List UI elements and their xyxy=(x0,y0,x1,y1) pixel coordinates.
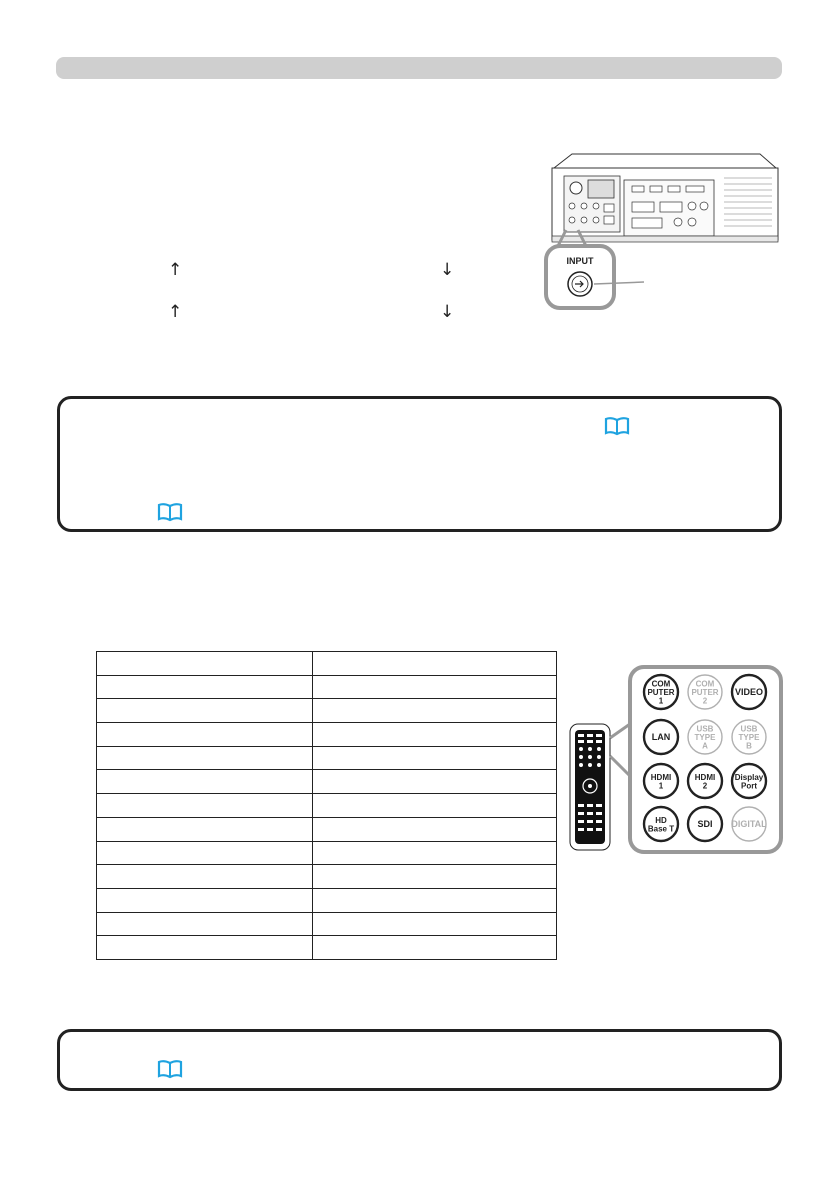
remote-button-label: 1 xyxy=(658,781,664,791)
remote-input-button[interactable] xyxy=(688,720,722,754)
remote-input-button[interactable] xyxy=(732,764,766,798)
table-cell-value xyxy=(313,865,557,889)
remote-button-label: LAN xyxy=(651,732,671,742)
table-cell-input xyxy=(97,888,313,912)
table-cell-input xyxy=(97,699,313,723)
up-arrow-icon: ↑ xyxy=(168,260,183,280)
remote-input-button[interactable] xyxy=(732,675,766,709)
table-cell-value xyxy=(313,770,557,794)
input-table xyxy=(96,651,557,960)
section-header-bar xyxy=(56,57,782,79)
remote-button-label: Display xyxy=(734,772,764,782)
table-row xyxy=(97,817,557,841)
table-row xyxy=(97,865,557,889)
remote-button-label: A xyxy=(702,741,708,751)
table-cell-input xyxy=(97,723,313,747)
remote-button-label: HDMI xyxy=(650,772,672,782)
table-row xyxy=(97,888,557,912)
table-cell-input xyxy=(97,912,313,936)
remote-button-label: 1 xyxy=(658,696,664,706)
remote-input-button[interactable] xyxy=(688,675,722,709)
table-row xyxy=(97,912,557,936)
remote-button-label: PUTER xyxy=(691,688,719,697)
remote-body xyxy=(570,724,630,850)
table-cell-input xyxy=(97,770,313,794)
remote-button-label: SDI xyxy=(697,819,713,829)
remote-input-button[interactable] xyxy=(688,764,722,798)
table-row xyxy=(97,746,557,770)
remote-control-illustration xyxy=(566,664,784,856)
table-row xyxy=(97,936,557,960)
table-row xyxy=(97,841,557,865)
table-row xyxy=(97,770,557,794)
table-row xyxy=(97,794,557,818)
input-label: INPUT xyxy=(566,256,594,266)
remote-button-label: 2 xyxy=(702,696,708,706)
down-arrow-icon: ↓ xyxy=(440,302,455,322)
remote-button-label: COM xyxy=(651,679,671,689)
down-arrow-icon: ↓ xyxy=(440,260,455,280)
table-cell-value xyxy=(313,652,557,676)
table-row xyxy=(97,723,557,747)
remote-button-label: USB xyxy=(740,724,758,734)
remote-button-label: VIDEO xyxy=(734,687,764,697)
table-cell-value xyxy=(313,936,557,960)
remote-input-button[interactable] xyxy=(644,764,678,798)
table-cell-input xyxy=(97,865,313,889)
projector-illustration xyxy=(528,150,788,320)
table-cell-value xyxy=(313,841,557,865)
remote-button-label: B xyxy=(746,741,752,751)
remote-input-button[interactable] xyxy=(644,675,678,709)
table-cell-value xyxy=(313,817,557,841)
remote-input-button[interactable] xyxy=(644,720,678,754)
remote-input-button[interactable] xyxy=(688,807,722,841)
table-cell-input xyxy=(97,817,313,841)
remote-button-label: HD xyxy=(655,815,667,825)
table-cell-input xyxy=(97,794,313,818)
remote-input-button[interactable] xyxy=(732,720,766,754)
table-row xyxy=(97,652,557,676)
table-cell-value xyxy=(313,794,557,818)
remote-button-label: TYPE xyxy=(738,733,760,742)
table-cell-value xyxy=(313,699,557,723)
remote-input-button[interactable] xyxy=(644,807,678,841)
table-cell-input xyxy=(97,675,313,699)
remote-button-label: HDMI xyxy=(694,772,716,782)
remote-button-label: DIGITAL xyxy=(731,819,767,829)
table-cell-value xyxy=(313,912,557,936)
table-cell-value xyxy=(313,675,557,699)
table-cell-value xyxy=(313,723,557,747)
table-cell-value xyxy=(313,746,557,770)
remote-button-label: 2 xyxy=(702,781,708,791)
table-row xyxy=(97,699,557,723)
up-arrow-icon: ↑ xyxy=(168,302,183,322)
remote-input-button[interactable] xyxy=(731,807,767,841)
table-row xyxy=(97,675,557,699)
remote-button-label: Port xyxy=(741,781,757,791)
remote-button-label: Base T xyxy=(647,824,675,834)
table-cell-input xyxy=(97,936,313,960)
book-reference-icon[interactable] xyxy=(157,1059,183,1079)
table-cell-input xyxy=(97,652,313,676)
remote-button-label: PUTER xyxy=(647,688,675,697)
remote-button-label: USB xyxy=(696,724,714,734)
table-cell-input xyxy=(97,746,313,770)
remote-button-label: TYPE xyxy=(694,733,716,742)
table-cell-value xyxy=(313,888,557,912)
remote-button-label: COM xyxy=(695,679,715,689)
book-reference-icon[interactable] xyxy=(604,416,630,436)
table-cell-input xyxy=(97,841,313,865)
book-reference-icon[interactable] xyxy=(157,502,183,522)
